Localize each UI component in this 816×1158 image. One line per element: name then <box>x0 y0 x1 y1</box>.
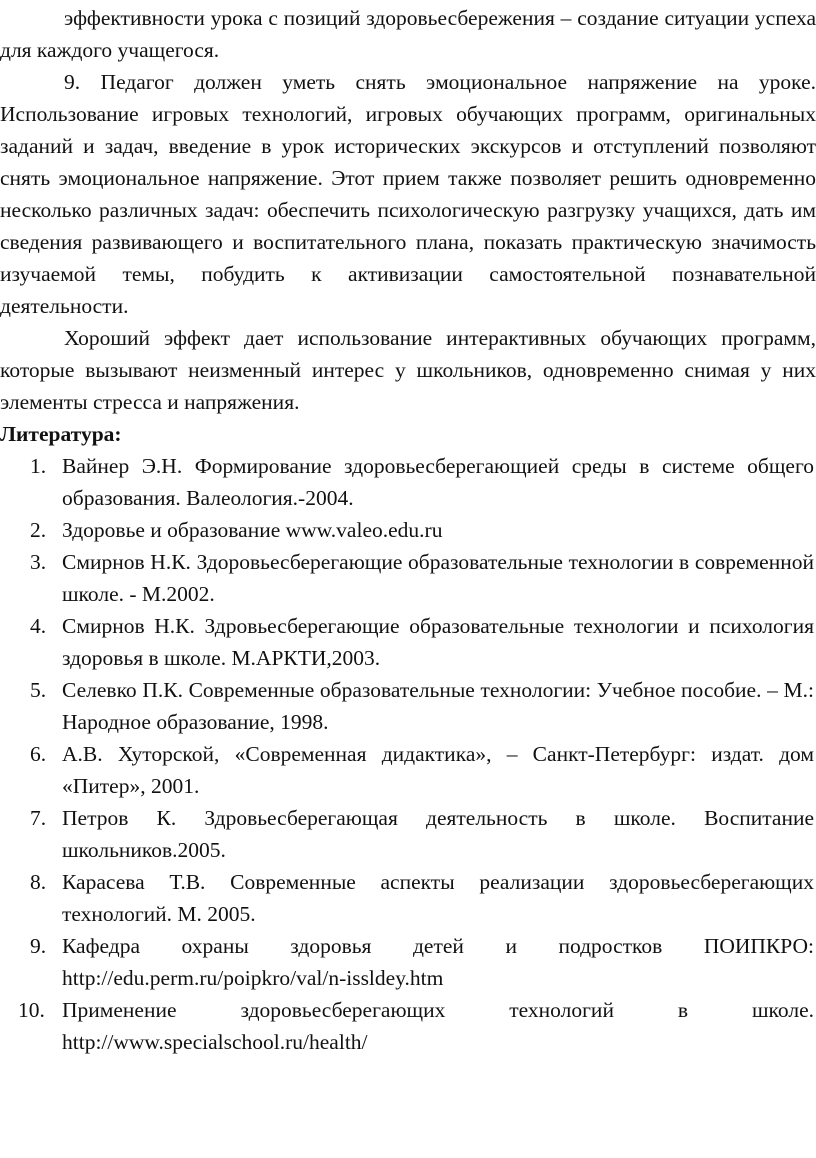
list-item <box>0 674 816 738</box>
list-item-text: Карасева Т.В. Современные аспекты реализации здоровьесберегающих технологий. М. 2005. <box>62 870 814 926</box>
list-item-text: Применение здоровьесберегающих технологий в школе. http://www.specialschool.ru/health/ <box>62 998 814 1054</box>
list-item-text: Селевко П.К. Современные образовательные технологии: Учебное пособие. – М.: Народное образование, 1998. <box>62 678 814 734</box>
list-item-number: 3. <box>30 550 47 574</box>
list-item-text: Смирнов Н.К. Здоровьесберегающие образовательные технологии в современной школе. - М.2002. <box>62 550 814 606</box>
list-item <box>0 546 816 610</box>
list-item <box>0 450 816 514</box>
list-item-number: 5. <box>30 678 47 702</box>
list-item-number: 2. <box>30 518 47 542</box>
paragraph-interactive-programs: Хороший эффект дает использование интерактивных обучающих программ, которые вызывают неизменный интерес у школьников, одновременно снимая у них элементы стресса и напряжения. <box>0 326 816 414</box>
list-item-number: 9. <box>30 934 47 958</box>
list-item-number: 4. <box>30 614 47 638</box>
references-list <box>0 450 816 1058</box>
list-item <box>0 514 816 546</box>
paragraph-continuation: эффективности урока с позиций здоровьесбережения – создание ситуации успеха для каждого учащегося. <box>0 6 816 62</box>
list-item <box>0 802 816 866</box>
list-item-text: Здоровье и образование www.valeo.edu.ru <box>62 518 443 542</box>
list-item <box>0 738 816 802</box>
list-item-number: 6. <box>30 742 47 766</box>
list-item-text: А.В. Хуторской, «Современная дидактика», – Санкт-Петербург: издат. дом «Питер», 2001. <box>62 742 814 798</box>
list-item-number: 8. <box>30 870 47 894</box>
list-item <box>0 610 816 674</box>
references-heading: Литература: <box>0 422 122 446</box>
paragraph-item-9: 9. Педагог должен уметь снять эмоциональное напряжение на уроке. Использование игровых технологий, игровых обучающих программ, оригинальных заданий и задач, введение в урок исторических экскурсов и отступлений позволяют снять эмоциональное напряжение. Этот прием также позволяет решить одновременно несколько различных задач: обеспечить психологическую разгрузку учащихся, дать им сведения развивающего и воспитательного плана, показать практическую значимость изучаемой темы, побудить к активизации самостоятельной познавательной деятельности. <box>0 70 816 318</box>
list-item <box>0 930 816 994</box>
list-item-text: Петров К. Здровьесберегающая деятельность в школе. Воспитание школьников.2005. <box>62 806 814 862</box>
list-item-text: Смирнов Н.К. Здровьесберегающие образовательные технологии и психология здоровья в школе. М.АРКТИ,2003. <box>62 614 814 670</box>
list-item <box>0 994 816 1058</box>
list-item <box>0 866 816 930</box>
list-item-text: Кафедра охраны здоровья детей и подростков ПОИПКРО: http://edu.perm.ru/poipkro/val/n-issldey.htm <box>62 934 814 990</box>
list-item-number: 10. <box>18 998 45 1022</box>
list-item-number: 7. <box>30 806 47 830</box>
list-item-text: Вайнер Э.Н. Формирование здоровьесберегающией среды в системе общего образования. Валеология.-2004. <box>62 454 814 510</box>
list-item-number: 1. <box>30 454 47 478</box>
